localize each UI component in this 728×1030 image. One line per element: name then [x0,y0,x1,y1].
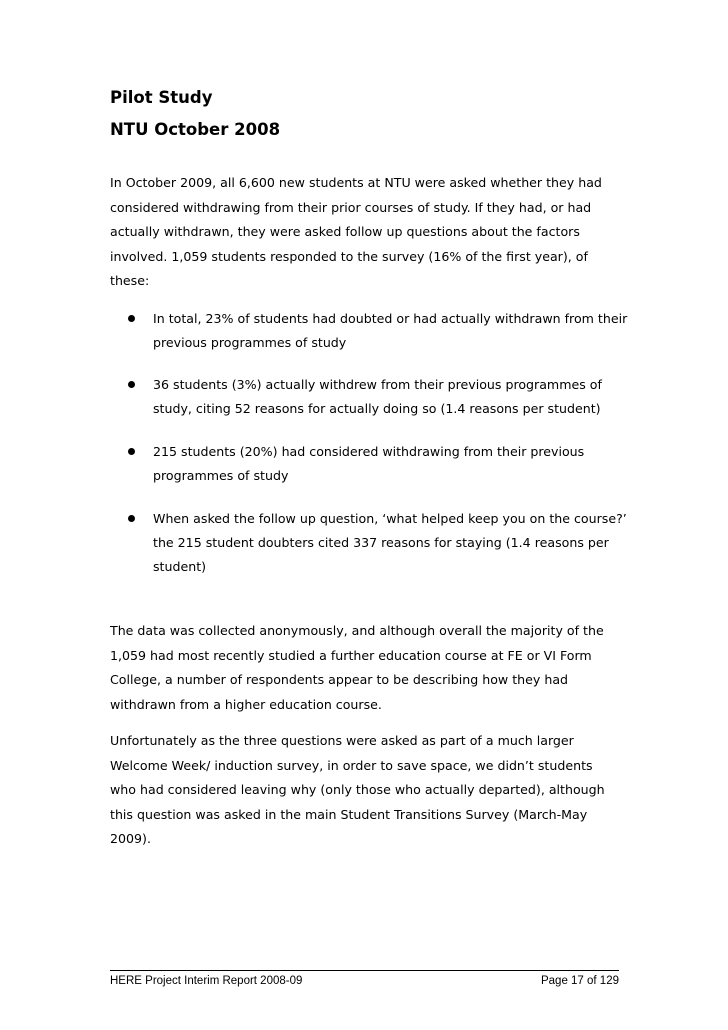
footer-divider [110,970,619,971]
page-subtitle: NTU October 2008 [110,120,281,139]
list-item: When asked the follow up question, ‘what helped keep you on the course?’ the 215 student doubters cited 337 reasons for staying (1.4 reasons per student) [153,511,627,574]
footer-report-title: HERE Project Interim Report 2008-09 [110,975,303,987]
intro-paragraph: In October 2009, all 6,600 new students at NTU were asked whether they had considered withdrawing from their prior courses of study. If they had, or had actually withdrawn, they were asked follow up questions about the factors involved. 1,059 students responded to the survey (16% of the first year), of these: [110,175,602,288]
list-item: 215 students (20%) had considered withdrawing from their previous programmes of study [153,444,585,483]
bullet-icon [128,381,135,388]
bullet-icon [128,448,135,455]
list-item: In total, 23% of students had doubted or had actually withdrawn from their previous programmes of study [153,311,628,350]
page-title: Pilot Study [110,88,213,107]
bullet-icon [128,315,135,322]
body-paragraph: Unfortunately as the three questions were asked as part of a much larger Welcome Week/ induction survey, in order to save space, we didn’t students who had considered leaving why (only those who actually departed), although this question was asked in the main Student Transitions Survey (March-May 2009). [110,733,605,846]
bullet-icon [128,515,135,522]
body-paragraph: The data was collected anonymously, and although overall the majority of the 1,059 had most recently studied a further education course at FE or VI Form College, a number of respondents appear to be describing how they had withdrawn from a higher education course. [110,623,604,712]
footer-page-number: Page 17 of 129 [540,975,619,987]
list-item: 36 students (3%) actually withdrew from their previous programmes of study, citing 52 reasons for actually doing so (1.4 reasons per student) [153,377,602,416]
